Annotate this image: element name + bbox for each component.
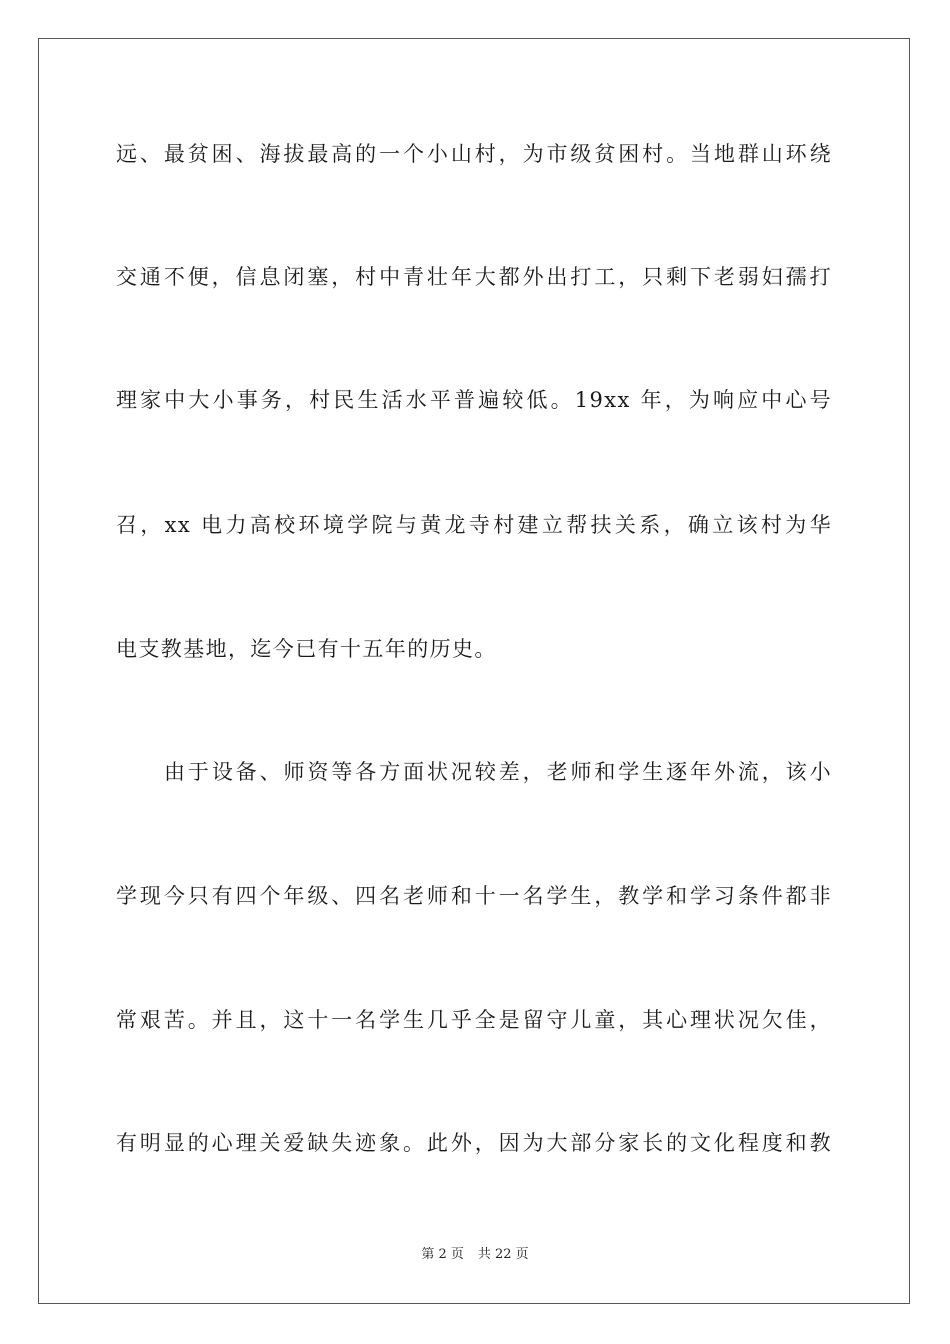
text-line: 常艰苦。并且，这十一名学生几乎全是留守儿童，其心理状况欠佳， xyxy=(116,1008,832,1032)
text-line: 交通不便，信息闭塞，村中青壮年大都外出打工，只剩下老弱妇孺打 xyxy=(116,265,832,289)
page-footer xyxy=(0,1246,950,1264)
text-line: 学现今只有四个年级、四名老师和十一名学生，教学和学习条件都非 xyxy=(116,884,832,908)
page-total: 共 22 页 xyxy=(477,1247,529,1262)
text-line: 由于设备、师资等各方面状况较差，老师和学生逐年外流，该小 xyxy=(164,760,832,784)
text-line: 理家中大小事务，村民生活水平普遍较低。19xx 年，为响应中心号 xyxy=(116,388,832,412)
page-border xyxy=(38,38,910,1304)
page-number: 第 2 页 xyxy=(421,1247,464,1262)
text-line: 有明显的心理关爱缺失迹象。此外，因为大部分家长的文化程度和教 xyxy=(116,1131,832,1155)
text-line: 远、最贫困、海拔最高的一个小山村，为市级贫困村。当地群山环绕 xyxy=(116,142,832,166)
text-line: 电支教基地，迄今已有十五年的历史。 xyxy=(116,637,497,661)
text-line: 召，xx 电力高校环境学院与黄龙寺村建立帮扶关系，确立该村为华 xyxy=(116,513,832,537)
